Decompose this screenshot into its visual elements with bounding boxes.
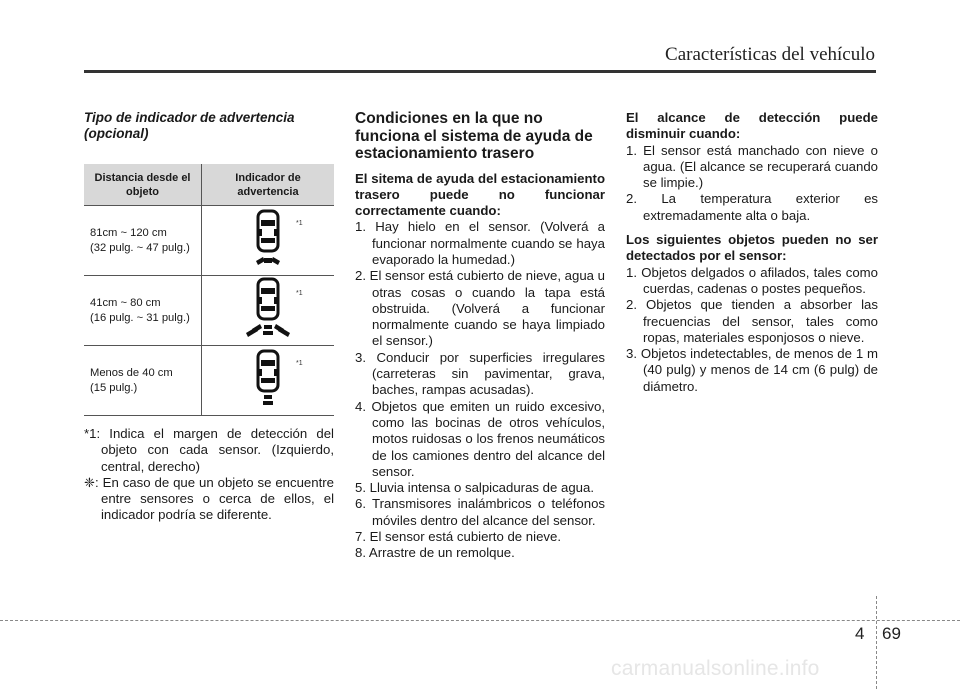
column-1 xyxy=(84,110,334,524)
range-heading: El alcance de detección puede disminuir cuando: xyxy=(626,110,878,142)
list-item: 2. El sensor está cubierto de nieve, agua u otras cosas o cuando la tapa está obstruida. (Volverá a funcionar normalmente cuando se haya limpiado el sensor.) xyxy=(355,268,605,349)
list-item: 1. Hay hielo en el sensor. (Volverá a funcionar normalmente cuando se haya evaporado la humedad.) xyxy=(355,219,605,267)
indicator-cell xyxy=(202,276,335,346)
distance-range: 41cm ~ 80 cm xyxy=(90,296,161,309)
table-row xyxy=(84,346,334,416)
list-item: 5. Lluvia intensa o salpicaduras de agua. xyxy=(355,480,595,496)
section-title: Características del vehículo xyxy=(665,44,875,65)
footer-rule xyxy=(0,620,960,621)
indicator-cell xyxy=(202,346,335,416)
undetected-heading: Los siguientes objetos pueden no ser detectados por el sensor: xyxy=(626,232,878,264)
table-row xyxy=(84,276,334,346)
list-item: 2. Objetos que tienden a absorber las frecuencias del sensor, tales como ropas, materiales esponjosos o nieve. xyxy=(626,297,878,345)
footnote-2: ❈: En caso de que un objeto se encuentre entre sensores o cerca de ellos, el indicador podría se diferente. xyxy=(84,474,334,523)
list-item: 1. Objetos delgados o afilados, tales como cuerdas, cadenas o postes pequeños. xyxy=(626,264,878,296)
footnote-mark: *1 xyxy=(296,220,303,227)
table-header-indicator: Indicador de advertencia xyxy=(202,164,335,206)
list-item: 3. Objetos indetectables, de menos de 1 m (40 pulg) y menos de 14 cm (6 pulg) de diámetro. xyxy=(626,346,878,394)
watermark: carmanualsonline.info xyxy=(611,657,820,680)
distance-range-inches: (16 pulg. ~ 31 pulg.) xyxy=(90,311,190,324)
distance-range: Menos de 40 cm xyxy=(90,366,173,379)
indicator-cell xyxy=(202,206,335,276)
footnote-1: *1: Indica el margen de detección del objeto con cada sensor. (Izquierdo, central, derecho) xyxy=(84,426,334,474)
column-2 xyxy=(355,110,605,562)
footnote-mark: *1 xyxy=(296,360,303,367)
distance-cell xyxy=(84,206,202,276)
list-item: 7. El sensor está cubierto de nieve. xyxy=(355,529,561,545)
table-header-distance: Distancia desde el objeto xyxy=(84,164,202,206)
column-3 xyxy=(626,110,878,395)
car-indicator-far-icon xyxy=(238,207,298,269)
footnote-mark: *1 xyxy=(296,290,303,297)
car-indicator-medium-icon xyxy=(238,277,298,339)
list-item: 4. Objetos que emiten un ruido excesivo, como las bocinas de otros vehículos, motos ruidosas o los frenos neumáticos de los camiones dentro del alcance del sensor. xyxy=(355,398,605,479)
table-row xyxy=(84,206,334,276)
list-item: 3. Conducir por superficies irregulares (carreteras sin pavimentar, grava, baches, rampas acusadas). xyxy=(355,349,605,398)
page-number: 69 xyxy=(882,624,901,643)
distance-range-inches: (32 pulg. ~ 47 pulg.) xyxy=(90,241,190,254)
warning-indicator-table xyxy=(84,164,334,416)
distance-cell xyxy=(84,346,202,416)
footer-divider xyxy=(876,596,877,689)
distance-cell xyxy=(84,276,202,346)
car-indicator-near-icon xyxy=(238,347,298,409)
chapter-number: 4 xyxy=(855,624,865,643)
header-rule xyxy=(84,70,876,73)
list-item: 1. El sensor está manchado con nieve o agua. (El alcance se recuperará cuando se limpie.) xyxy=(626,142,878,191)
list-item: 8. Arrastre de un remolque. xyxy=(355,545,515,561)
list-item: 2. La temperatura exterior es extremadamente alta o baja. xyxy=(626,191,878,223)
table-header-row xyxy=(84,164,334,206)
conditions-heading: Condiciones en la que no funciona el sistema de ayuda de estacionamiento trasero xyxy=(355,110,593,162)
conditions-intro: El sitema de ayuda del estacionamiento trasero puede no funcionar correctamente cuando: xyxy=(355,170,605,219)
indicator-type-subtitle: Tipo de indicador de advertencia (opcional) xyxy=(84,110,295,141)
distance-range-inches: (15 pulg.) xyxy=(90,381,138,394)
distance-range: 81cm ~ 120 cm xyxy=(90,226,167,239)
list-item: 6. Transmisores inalámbricos o teléfonos móviles dentro del alcance del sensor. xyxy=(355,496,605,528)
